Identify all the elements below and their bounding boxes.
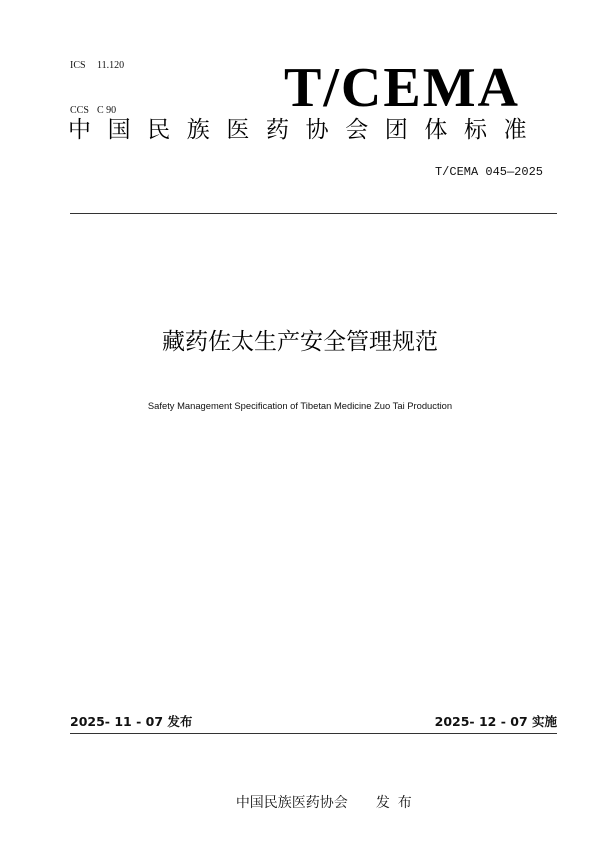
publisher-name: 中国民族医药协会 [235, 795, 348, 811]
document-title-chinese: 藏药佐太生产安全管理规范 [162, 329, 438, 355]
standard-number: T/CEMA 045—2025 [434, 165, 543, 179]
publisher-action: 发布 [375, 795, 420, 811]
ics-label: ICS [70, 60, 86, 71]
ccs-value: C 90 [97, 105, 117, 116]
implementation-date: 2025- 12 - 07 实施 [434, 714, 557, 729]
document-title-english: Safety Management Specification of Tibetan Medicine Zuo Tai Production [147, 400, 453, 411]
brand-logo-text: T/CEMA [284, 57, 520, 119]
bottom-divider [70, 733, 557, 734]
publisher-line [218, 773, 420, 833]
top-divider [70, 213, 557, 214]
issue-date: 2025- 11 - 07 发布 [70, 714, 193, 729]
ccs-label: CCS [70, 105, 89, 116]
ics-row [70, 58, 124, 73]
ics-value: 11.120 [97, 60, 125, 71]
standard-type-heading: 中国民族医药协会团体标准 [68, 117, 544, 143]
